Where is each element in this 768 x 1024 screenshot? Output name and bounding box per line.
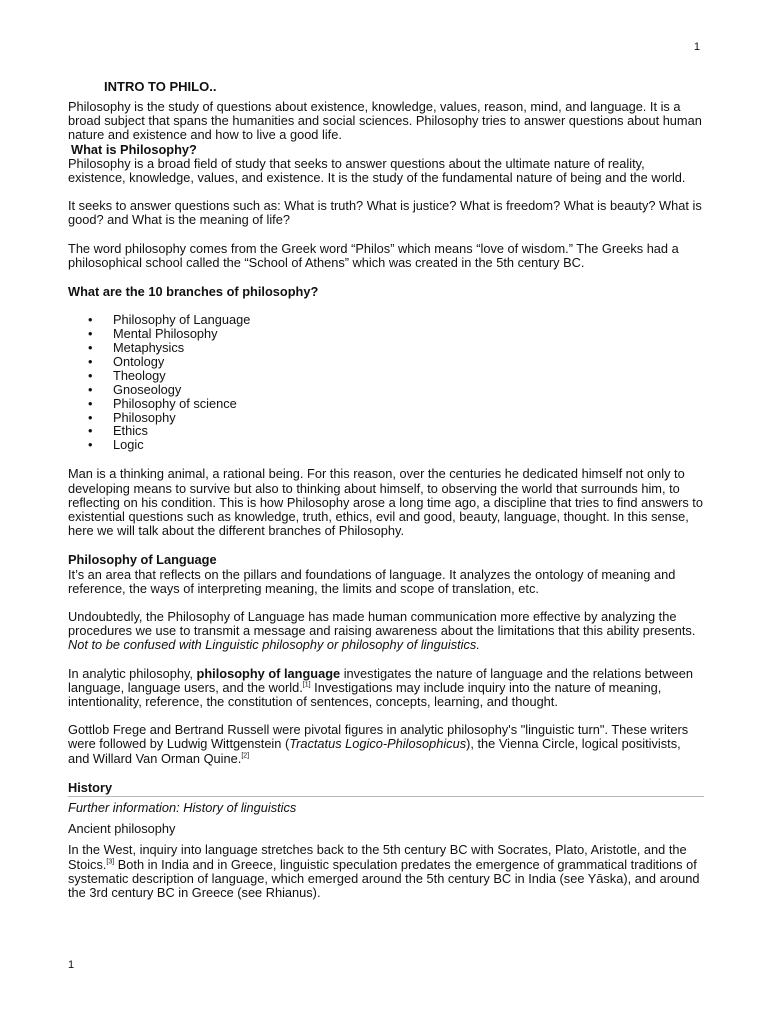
list-item: • Ontology — [88, 353, 165, 369]
list-item: • Ethics — [88, 423, 148, 439]
bullet: • — [88, 437, 93, 453]
not-confused-note: Not to be confused with Linguistic philosophy or philosophy of linguistics. — [68, 637, 480, 653]
questions-paragraph: It seeks to answer questions such as: What is truth? What is justice? What is freedom? What is beauty? What is good? and What is the meaning of life? — [68, 198, 702, 228]
philosophy-of-language-heading: Philosophy of Language — [68, 552, 217, 568]
bullet: • — [88, 367, 93, 383]
page-number-top: 1 — [693, 41, 700, 53]
list-item: • Logic — [88, 437, 144, 453]
heading-divider — [68, 796, 704, 797]
ancient-philosophy-heading: Ancient philosophy — [68, 821, 176, 837]
document-title: INTRO TO PHILO.. — [104, 79, 217, 94]
philosophy-of-language-paragraph: It’s an area that reflects on the pillars and foundations of language. It analyzes the ontology of meaning and reference, the ways of interpreting meaning, the limits and scope of translation, etc. — [68, 566, 676, 596]
bullet: • — [88, 353, 93, 369]
undoubtedly-paragraph: Undoubtedly, the Philosophy of Language has made human communication more effective by analyzing the procedures we use to transmit a message and raising awareness about the limitations that this ability presents. Not to be confused with Linguistic philosophy or philosophy of linguistics. — [68, 608, 696, 653]
frege-russell-paragraph: Gottlob Frege and Bertrand Russell were pivotal figures in analytic philosophy's "linguistic turn". These writers were followed by Ludwig Wittgenstein (Tractatus Logico-Philosophicus), the Vienna Circle, logical positivists, and Willard Van Orman Quine.[2] — [68, 722, 689, 766]
list-item: • Gnoseology — [88, 381, 182, 397]
list-item: • Theology — [88, 367, 166, 383]
what-is-heading: What is Philosophy? — [71, 141, 197, 157]
reference-link[interactable]: [2] — [241, 752, 250, 760]
list-item: • Philosophy of Language — [88, 312, 251, 328]
bullet: • — [88, 340, 93, 356]
ancient-philosophy-paragraph: In the West, inquiry into language stretches back to the 5th century BC with Socrates, Plato, Aristotle, and the Stoics.[3] Both in India and in Greece, linguistic speculation predates the emergence of grammatical traditions of systematic description of language, which emerged around the 5th century BC in India (see Yāska), and around the 3rd century BC in Greece (see Rhianus). — [68, 842, 700, 900]
list-item: • Metaphysics — [88, 340, 185, 356]
reference-link[interactable]: [1] — [302, 681, 311, 689]
man-thinking-paragraph: Man is a thinking animal, a rational being. For this reason, over the centuries he dedicated himself not only to developing means to survive but also to thinking about himself, to observing the world that surrounds him, to reflecting on his condition. This is how Philosophy arose a long time ago, a discipline that tries to find answers to existential questions such as knowledge, truth, ethics, evil and good, beauty, language, thought. In this sense, here we will talk about the different branches of Philosophy. — [68, 466, 703, 539]
further-information: Further information: History of linguistics — [68, 799, 297, 815]
reference-link[interactable]: [3] — [106, 858, 115, 866]
page-number-bottom: 1 — [68, 959, 75, 971]
bullet: • — [88, 423, 93, 439]
bullet: • — [88, 409, 93, 425]
branches-heading: What are the 10 branches of philosophy? — [68, 284, 319, 300]
bullet: • — [88, 312, 93, 328]
bullet: • — [88, 395, 93, 411]
analytic-paragraph: In analytic philosophy, philosophy of language investigates the nature of language and the relations between language, language users, and the world.[1] Investigations may include inquiry into the nature of meaning, intentionality, reference, the constitution of sentences, concepts, learning, and thought. — [68, 665, 694, 709]
etymology-paragraph: The word philosophy comes from the Greek word “Philos” which means “love of wisdom.” The Greeks had a philosophical school called the “School of Athens” which was created in the 5th century BC. — [68, 240, 679, 270]
document-body — [68, 79, 704, 900]
list-item: • Philosophy — [88, 409, 176, 425]
list-item: • Philosophy of science — [88, 395, 237, 411]
intro-paragraph: Philosophy is the study of questions about existence, knowledge, values, reason, mind, and language. It is a broad subject that spans the humanities and social sciences. Philosophy tries to answer questions about human nature and existence and how to live a good life. — [68, 99, 702, 143]
history-heading: History — [68, 779, 113, 795]
list-item: • Mental Philosophy — [88, 326, 218, 342]
what-is-paragraph: Philosophy is a broad field of study that seeks to answer questions about the ultimate nature of reality, existence, knowledge, values, and existence. It is the study of the fundamental nature of being and the world. — [68, 155, 686, 186]
bullet: • — [88, 381, 93, 397]
bullet: • — [88, 326, 93, 342]
branches-list — [68, 313, 704, 452]
